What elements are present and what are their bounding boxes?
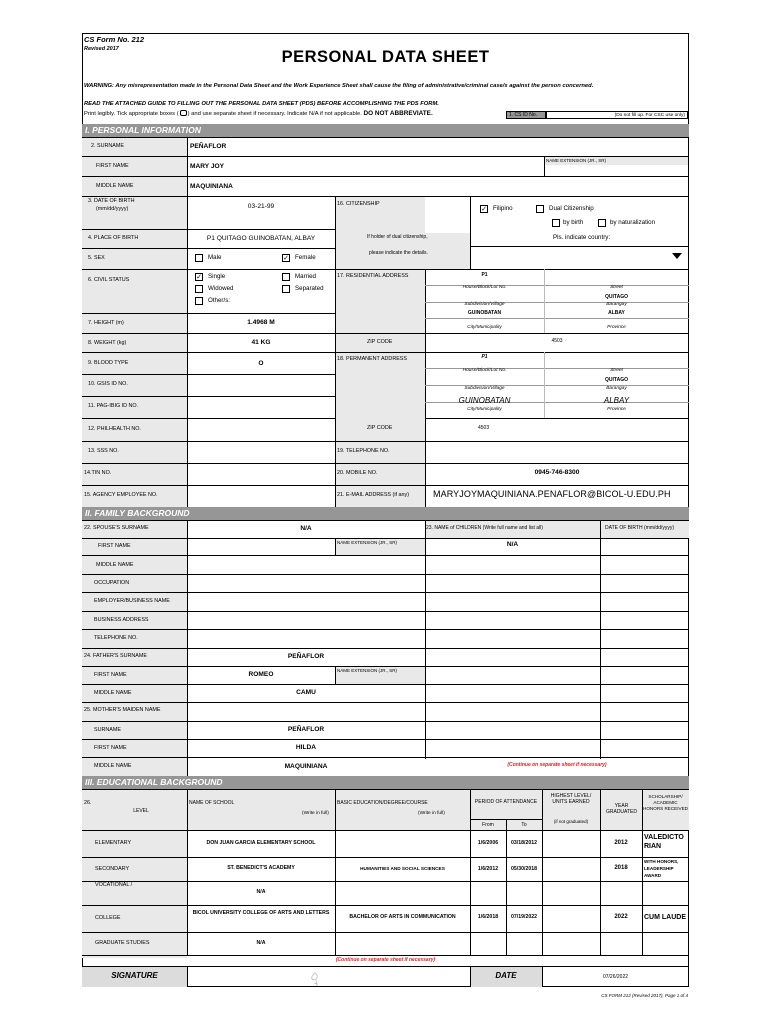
height-label: 7. HEIGHT (m) xyxy=(88,320,124,326)
sex-female-checkbox[interactable]: ✓ xyxy=(283,255,289,262)
education-year[interactable]: 2018 xyxy=(614,865,628,871)
telephone-label: 19. TELEPHONE NO. xyxy=(337,448,390,454)
pob-value[interactable]: P1 QUITAGO GUINOBATAN, ALBAY xyxy=(206,235,316,242)
from-header: From xyxy=(482,822,494,828)
civil-widowed-label: Widowed xyxy=(208,285,234,292)
father-surname-value[interactable]: PEÑAFLOR xyxy=(287,653,325,660)
res-subdivision-label: Subdivision/Village xyxy=(464,302,505,307)
spouse-first-name-label: FIRST NAME xyxy=(98,543,131,549)
perm-house-label: House/Block/Lot No. xyxy=(462,368,507,373)
res-zip-value[interactable]: 4503 xyxy=(551,338,563,344)
signature-label: SIGNATURE xyxy=(111,971,158,980)
mobile-value[interactable]: 0945-746-8300 xyxy=(534,469,580,476)
surname-value[interactable]: PEÑAFLOR xyxy=(190,143,227,150)
chevron-down-icon[interactable] xyxy=(672,253,682,259)
education-level: VOCATIONAL / xyxy=(95,882,133,888)
education-to[interactable]: 03/18/2012 xyxy=(511,840,537,846)
education-from[interactable]: 1/6/2006 xyxy=(477,840,499,846)
father-first-name-label: FIRST NAME xyxy=(94,672,127,678)
civil-widowed-checkbox[interactable] xyxy=(195,285,203,293)
residential-address-label: 17. RESIDENTIAL ADDRESS xyxy=(337,273,409,279)
section-personal-information: I. PERSONAL INFORMATION xyxy=(82,124,689,137)
education-level: GRADUATE STUDIES xyxy=(95,940,150,946)
father-surname-label: 24. FATHER'S SURNAME xyxy=(84,653,147,659)
civil-separated-label: Separated xyxy=(295,285,324,292)
mother-surname-value[interactable]: PEÑAFLOR xyxy=(287,726,325,733)
page-title: PERSONAL DATA SHEET xyxy=(281,48,490,66)
citizenship-label: 16. CITIZENSHIP xyxy=(337,201,380,207)
middle-name-value[interactable]: MAQUINIANA xyxy=(190,183,233,190)
spouse-surname-label: 22. SPOUSE'S SURNAME xyxy=(84,525,149,531)
education-to[interactable]: 05/30/2018 xyxy=(511,866,537,872)
res-city-value[interactable]: GUINOBATAN xyxy=(467,310,502,316)
children-label: 23. NAME of CHILDREN (Write full name and list all) xyxy=(426,525,543,531)
country-select[interactable] xyxy=(470,246,689,269)
education-year[interactable]: 2022 xyxy=(614,914,628,920)
perm-zip-value[interactable]: 4503 xyxy=(478,425,490,431)
education-honors[interactable]: CUM LAUDE xyxy=(644,914,686,921)
education-label-column xyxy=(82,830,187,958)
signature-mark-icon xyxy=(187,967,470,987)
education-level: ELEMENTARY xyxy=(95,840,132,846)
dual-citizenship-checkbox[interactable] xyxy=(536,205,544,213)
citizenship-note-2: please indicate the details. xyxy=(369,250,428,256)
weight-label: 8. WEIGHT (kg) xyxy=(88,340,127,346)
period-header: PERIOD OF ATTENDANCE xyxy=(474,799,538,805)
father-middle-name-value[interactable]: CAMU xyxy=(296,689,316,696)
philhealth-label: 12. PHILHEALTH NO. xyxy=(88,426,141,432)
spouse-ext-label: NAME EXTENSION (JR., SR) xyxy=(337,540,398,545)
by-birth-label: by birth xyxy=(563,219,584,226)
tin-label: 14.TIN NO. xyxy=(84,470,112,476)
education-number: 26. xyxy=(84,800,92,806)
civil-others-checkbox[interactable] xyxy=(195,297,203,305)
mobile-label: 20. MOBILE NO. xyxy=(337,470,378,476)
education-to[interactable]: 07/19/2022 xyxy=(511,914,537,920)
employer-label: EMPLOYER/BUSINESS NAME xyxy=(94,598,170,604)
permanent-address-label: 18. PERMANENT ADDRESS xyxy=(337,356,407,362)
education-honors[interactable]: VALEDICTO RIAN xyxy=(644,834,684,850)
name-extension-label: NAME EXTENSION (JR., SR) xyxy=(546,158,607,163)
if-not-graduated: (if not graduated) xyxy=(553,819,589,824)
middle-name-label: MIDDLE NAME xyxy=(96,183,134,189)
date-value[interactable]: 07/26/2022 xyxy=(602,974,629,980)
instructions: Print legibly. Tick appropriate boxes ( ) and use separate sheet if necessary. Indicate N/A if not applicable. DO NOT ABBREVIATE. xyxy=(84,110,433,117)
course-header: BASIC EDUCATION/DEGREE/COURSE xyxy=(337,800,428,806)
spouse-telephone-label: TELEPHONE NO. xyxy=(94,635,138,641)
perm-house-value[interactable]: P1 xyxy=(481,354,488,360)
email-label: 21. E-MAIL ADDRESS (if any) xyxy=(337,492,409,498)
agency-employee-label: 15. AGENCY EMPLOYEE NO. xyxy=(84,492,158,498)
filipino-label: Filipino xyxy=(493,205,513,212)
children-dob-label: DATE OF BIRTH (mm/dd/yyyy) xyxy=(605,525,674,531)
civil-married-checkbox[interactable] xyxy=(282,273,290,281)
warning-text: WARNING: Any misrepresentation made in the Personal Data Sheet and the Work Experience Sheet shall cause the filing of administrative/criminal case/s against the person concerned. xyxy=(84,83,594,89)
filipino-checkbox[interactable]: ✓ xyxy=(481,206,487,213)
res-house-value[interactable]: P1 xyxy=(481,272,488,278)
sex-female-label: Female xyxy=(295,254,316,261)
pob-label: 4. PLACE OF BIRTH xyxy=(88,235,139,241)
date-label: DATE xyxy=(495,971,517,980)
dob-format-label: (mm/dd/yyyy) xyxy=(96,206,129,212)
perm-barangay-label: Barangay xyxy=(606,386,627,391)
children-value[interactable]: N/A xyxy=(506,541,519,548)
dual-citizenship-label: Dual Citizenship xyxy=(549,205,594,212)
mother-middle-name-label: MIDDLE NAME xyxy=(94,763,132,769)
perm-province-value[interactable]: ALBAY xyxy=(603,396,630,405)
first-name-label: FIRST NAME xyxy=(96,163,129,169)
pagibig-label: 11. PAG-IBIG ID NO. xyxy=(88,403,139,409)
res-barangay-label: Barangay xyxy=(606,302,627,307)
checkbox-example-icon xyxy=(180,110,187,116)
education-level: SECONDARY xyxy=(95,866,130,872)
weight-value[interactable]: 41 KG xyxy=(251,339,271,346)
spouse-surname-value[interactable]: N/A xyxy=(300,525,312,532)
occupation-label: OCCUPATION xyxy=(94,580,130,586)
education-school[interactable]: BICOL UNIVERSITY COLLEGE OF ARTS AND LETTERS xyxy=(192,910,330,916)
school-header: NAME OF SCHOOL xyxy=(189,800,235,806)
to-header: To xyxy=(521,822,527,828)
section-educational-background: III. EDUCATIONAL BACKGROUND xyxy=(82,776,689,789)
form-number: CS Form No. 212 xyxy=(84,35,145,44)
family-continue-note: (Continue on separate sheet if necessary) xyxy=(507,762,607,768)
father-first-name-value[interactable]: ROMEO xyxy=(248,671,274,678)
first-name-value[interactable]: MARY JOY xyxy=(190,163,225,170)
civil-single-label: Single xyxy=(208,273,226,280)
dob-label: 3. DATE OF BIRTH xyxy=(88,198,135,204)
civil-separated-checkbox[interactable] xyxy=(282,285,290,293)
civil-single-checkbox[interactable]: ✓ xyxy=(196,274,202,281)
education-year[interactable]: 2012 xyxy=(614,840,628,846)
country-label: Pls. indicate country: xyxy=(553,234,611,241)
mother-surname-label: SURNAME xyxy=(94,727,121,733)
form-revision: Revised 2017 xyxy=(84,46,119,52)
res-house-label: House/Block/Lot No. xyxy=(462,285,507,290)
res-zip-label: ZIP CODE xyxy=(367,339,393,345)
spouse-middle-name-label: MIDDLE NAME xyxy=(96,562,134,568)
gsis-label: 10. GSIS ID NO. xyxy=(88,381,128,387)
highest-level-header: HIGHEST LEVEL/ UNITS EARNED xyxy=(550,793,592,805)
res-city-label: City/Municipality xyxy=(467,325,502,330)
mother-maiden-label: 25. MOTHER'S MAIDEN NAME xyxy=(84,707,161,713)
cs-id-field[interactable]: (Do not fill up. For CSC use only) xyxy=(546,111,688,119)
signature-field[interactable] xyxy=(187,967,470,987)
father-ext-label: NAME EXTENSION (JR., SR) xyxy=(337,668,398,673)
res-street-label: Street xyxy=(610,285,623,290)
sex-label: 5. SEX xyxy=(88,255,105,261)
father-middle-name-label: MIDDLE NAME xyxy=(94,690,132,696)
civil-others-label: Other/s: xyxy=(208,297,231,304)
level-header: LEVEL xyxy=(133,808,149,814)
civil-married-label: Married xyxy=(295,273,316,280)
mother-middle-name-value[interactable]: MAQUINIANA xyxy=(284,763,328,770)
mother-first-name-value[interactable]: HILDA xyxy=(295,744,317,751)
sss-label: 13. SSS NO. xyxy=(88,448,119,454)
sex-male-checkbox[interactable] xyxy=(195,254,203,262)
perm-zip-label: ZIP CODE xyxy=(367,425,393,431)
civil-status-label: 6. CIVIL STATUS xyxy=(88,277,130,283)
citizenship-note-1: If holder of dual citizenship, xyxy=(367,234,428,240)
education-continue-note: (Continue on separate sheet if necessary) xyxy=(335,957,436,963)
mother-first-name-label: FIRST NAME xyxy=(94,745,127,751)
by-birth-checkbox[interactable] xyxy=(552,219,560,227)
perm-city-value[interactable]: GUINOBATAN xyxy=(458,396,511,405)
perm-city-label: City/Municipality xyxy=(467,407,502,412)
blood-type-value[interactable]: O xyxy=(258,360,264,367)
education-from[interactable]: 1/6/2012 xyxy=(477,866,499,872)
business-address-label: BUSINESS ADDRESS xyxy=(94,617,149,623)
education-course[interactable]: BACHELOR OF ARTS IN COMMUNICATION xyxy=(349,914,456,920)
education-school[interactable]: ST. BENEDICT'S ACADEMY xyxy=(227,865,295,871)
blood-type-label: 9. BLOOD TYPE xyxy=(88,360,129,366)
year-graduated-header: YEAR GRADUATED xyxy=(605,803,638,815)
guide-notice: READ THE ATTACHED GUIDE TO FILLING OUT THE PERSONAL DATA SHEET (PDS) BEFORE ACCOMPLISHING THE PDS FORM. xyxy=(84,101,439,107)
dob-value[interactable]: 03-21-99 xyxy=(247,203,275,210)
education-from[interactable]: 1/6/2018 xyxy=(477,914,499,920)
res-province-label: Province xyxy=(607,325,626,330)
education-school[interactable]: N/A xyxy=(256,889,266,895)
surname-label: 2. SURNAME xyxy=(91,143,124,149)
cs-id-label: 1. CS ID No. xyxy=(506,111,546,119)
sex-male-label: Male xyxy=(208,254,222,261)
education-course[interactable]: HUMANITIES AND SOCIAL SCIENCES xyxy=(360,866,445,871)
perm-street-label: Street xyxy=(610,368,623,373)
by-naturalization-label: by naturalization xyxy=(610,219,656,226)
school-write-full: (Write in full) xyxy=(302,811,329,816)
education-honors[interactable]: WITH HONORS, LEADERSHIP AWARD xyxy=(644,859,679,878)
res-province-value[interactable]: ALBAY xyxy=(608,310,625,316)
section-family-background: II. FAMILY BACKGROUND xyxy=(82,507,689,520)
res-barangay-value[interactable]: QUITAGO xyxy=(605,294,628,300)
by-naturalization-checkbox[interactable] xyxy=(598,219,606,227)
education-school[interactable]: DON JUAN GARCIA ELEMENTARY SCHOOL xyxy=(206,840,316,846)
form-reference: CS FORM 212 (Revised 2017), Page 1 of 4 xyxy=(601,993,688,998)
education-school[interactable]: N/A xyxy=(256,940,266,946)
education-level: COLLEGE xyxy=(95,915,121,921)
perm-subdivision-label: Subdivision/Village xyxy=(464,386,505,391)
course-write-full: (Write in full) xyxy=(418,811,445,816)
email-value[interactable]: MARYJOYMAQUINIANA.PENAFLOR@BICOL-U.EDU.PH xyxy=(433,489,671,499)
perm-barangay-value[interactable]: QUITAGO xyxy=(605,377,628,383)
perm-province-label: Province xyxy=(607,407,626,412)
honors-header: SCHOLARSHIP/ ACADEMIC HONORS RECEIVED xyxy=(643,794,688,811)
height-value[interactable]: 1.4968 M xyxy=(247,319,275,326)
